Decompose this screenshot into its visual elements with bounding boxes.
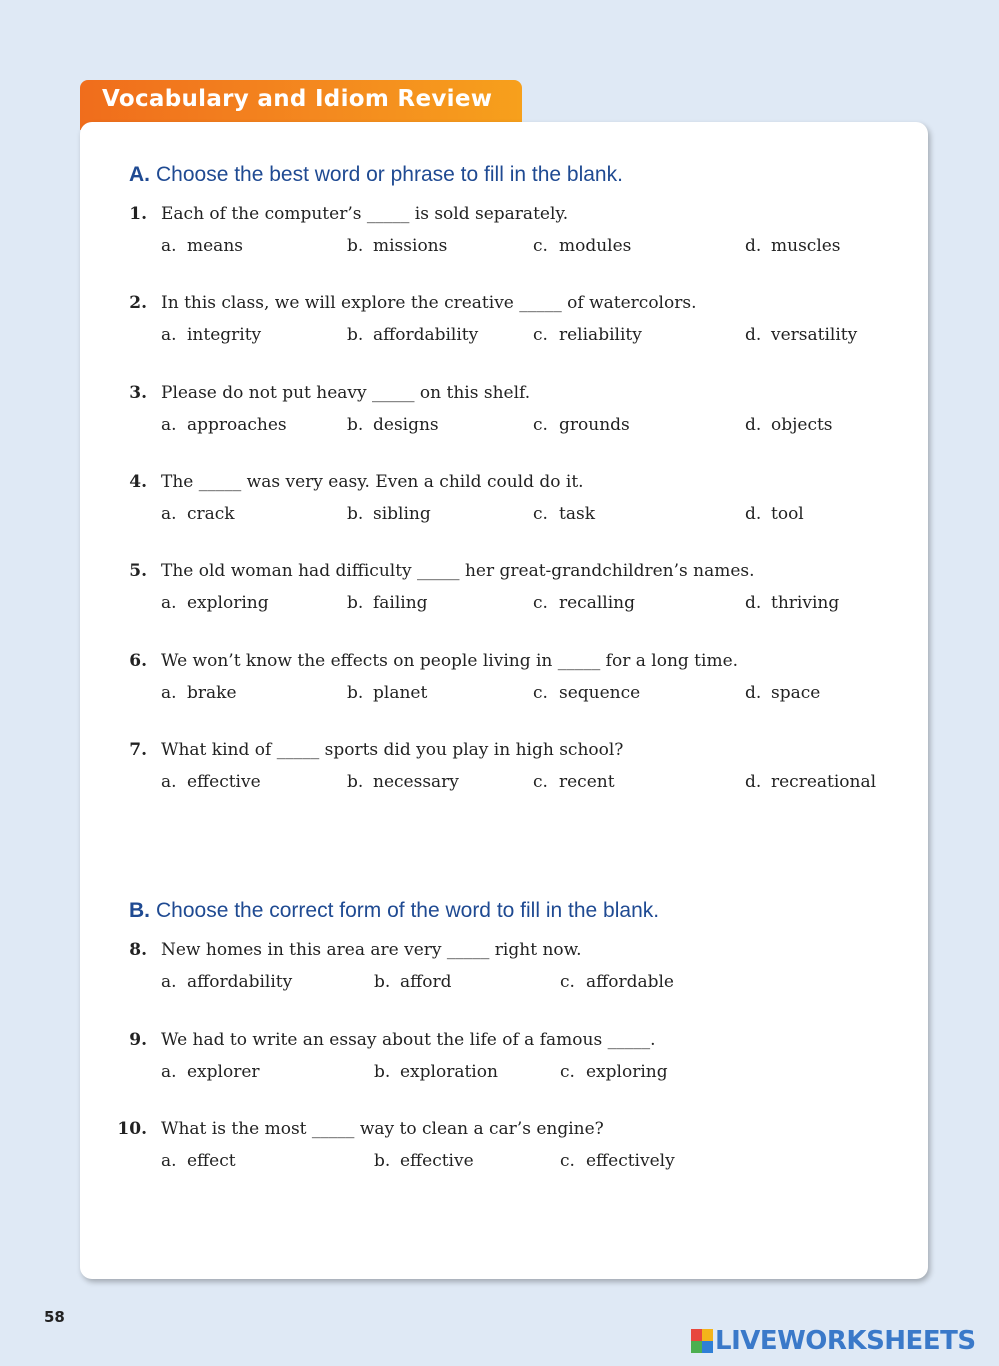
logo-square-red bbox=[691, 1329, 702, 1341]
option-text: planet bbox=[373, 682, 428, 703]
page-number: 58 bbox=[44, 1308, 65, 1326]
option-text: exploring bbox=[187, 593, 269, 614]
option-letter: b. bbox=[347, 236, 364, 256]
answer-option[interactable] bbox=[533, 325, 642, 345]
option-letter: b. bbox=[347, 771, 364, 792]
option-text: reliability bbox=[559, 325, 642, 346]
answer-option[interactable] bbox=[347, 683, 427, 703]
option-letter: c. bbox=[560, 1061, 575, 1082]
option-letter: c. bbox=[560, 972, 575, 992]
option-letter: d. bbox=[745, 414, 762, 435]
section-a-heading bbox=[129, 163, 623, 187]
question-number: 3. bbox=[129, 382, 147, 403]
option-text: thriving bbox=[771, 593, 840, 614]
option-letter: b. bbox=[374, 972, 391, 992]
option-letter: a. bbox=[161, 503, 177, 524]
option-letter: d. bbox=[745, 325, 762, 346]
question-text: In this class, we will explore the creative _____ of watercolors. bbox=[161, 293, 697, 314]
option-text: muscles bbox=[771, 236, 841, 256]
answer-option[interactable] bbox=[347, 325, 478, 345]
answer-option[interactable] bbox=[161, 972, 292, 992]
question-item bbox=[0, 740, 999, 810]
option-text: missions bbox=[373, 236, 448, 256]
answer-option[interactable] bbox=[347, 504, 431, 524]
answer-option[interactable] bbox=[374, 972, 451, 992]
option-letter: b. bbox=[347, 325, 364, 346]
option-text: integrity bbox=[187, 325, 262, 346]
answer-option[interactable] bbox=[533, 593, 635, 613]
answer-option[interactable] bbox=[347, 593, 428, 613]
answer-option[interactable] bbox=[347, 772, 459, 792]
question-number: 1. bbox=[129, 204, 147, 224]
option-text: sibling bbox=[373, 503, 431, 524]
option-letter: a. bbox=[161, 1151, 177, 1171]
answer-option[interactable] bbox=[161, 593, 269, 613]
option-text: objects bbox=[771, 414, 833, 435]
answer-option[interactable] bbox=[745, 504, 804, 524]
answer-option[interactable] bbox=[745, 325, 857, 345]
question-text: We had to write an essay about the life of a famous _____. bbox=[161, 1029, 656, 1050]
logo-square-green bbox=[691, 1341, 702, 1353]
option-letter: a. bbox=[161, 771, 177, 792]
option-text: afford bbox=[400, 972, 452, 992]
option-letter: d. bbox=[745, 682, 762, 703]
option-text: exploration bbox=[400, 1061, 498, 1082]
option-text: sequence bbox=[559, 682, 641, 703]
answer-option[interactable] bbox=[745, 772, 876, 792]
question-number: 5. bbox=[129, 561, 147, 582]
question-number: 6. bbox=[129, 650, 147, 671]
logo-square-yellow bbox=[702, 1329, 713, 1341]
option-letter: c. bbox=[533, 414, 548, 435]
answer-option[interactable] bbox=[533, 683, 640, 703]
question-text: We won’t know the effects on people living in _____ for a long time. bbox=[161, 650, 739, 671]
question-text: Each of the computer’s _____ is sold separately. bbox=[161, 204, 569, 224]
question-item bbox=[0, 472, 999, 542]
option-text: exploring bbox=[586, 1061, 668, 1082]
option-text: grounds bbox=[559, 414, 630, 435]
option-text: explorer bbox=[187, 1061, 260, 1082]
option-text: effect bbox=[187, 1151, 236, 1171]
option-letter: b. bbox=[347, 414, 364, 435]
option-text: effectively bbox=[586, 1151, 675, 1171]
page-title: Vocabulary and Idiom Review bbox=[102, 86, 493, 112]
question-item bbox=[0, 383, 999, 453]
answer-option[interactable] bbox=[560, 1151, 675, 1171]
liveworksheets-wordmark: LIVEWORKSHEETS bbox=[715, 1326, 976, 1356]
option-text: necessary bbox=[373, 771, 459, 792]
answer-option[interactable] bbox=[533, 772, 615, 792]
question-item bbox=[0, 940, 999, 1010]
answer-option[interactable] bbox=[161, 683, 237, 703]
question-number: 8. bbox=[129, 940, 147, 960]
option-text: brake bbox=[187, 682, 237, 703]
answer-option[interactable] bbox=[533, 504, 595, 524]
section-b-instruction: Choose the correct form of the word to fill in the blank. bbox=[156, 899, 660, 922]
answer-option[interactable] bbox=[161, 772, 261, 792]
answer-option[interactable] bbox=[533, 236, 631, 256]
question-number: 2. bbox=[129, 293, 147, 314]
liveworksheets-grid-icon bbox=[691, 1329, 713, 1353]
option-letter: a. bbox=[161, 593, 177, 614]
option-text: affordability bbox=[373, 325, 479, 346]
option-letter: d. bbox=[745, 593, 762, 614]
option-text: effective bbox=[187, 771, 261, 792]
answer-option[interactable] bbox=[347, 236, 447, 256]
option-letter: a. bbox=[161, 1061, 177, 1082]
question-text: What is the most _____ way to clean a car’s engine? bbox=[161, 1119, 604, 1139]
option-text: failing bbox=[373, 593, 428, 614]
option-letter: d. bbox=[745, 503, 762, 524]
answer-option[interactable] bbox=[161, 1062, 260, 1082]
question-text: The _____ was very easy. Even a child could do it. bbox=[161, 471, 584, 492]
question-item bbox=[0, 1030, 999, 1100]
question-text: The old woman had difficulty _____ her great-grandchildren’s names. bbox=[161, 561, 755, 582]
option-letter: d. bbox=[745, 771, 762, 792]
question-text: New homes in this area are very _____ right now. bbox=[161, 940, 582, 960]
option-letter: a. bbox=[161, 325, 177, 346]
option-text: effective bbox=[400, 1151, 474, 1171]
option-text: versatility bbox=[771, 325, 858, 346]
answer-option[interactable] bbox=[745, 415, 833, 435]
option-letter: b. bbox=[347, 503, 364, 524]
option-letter: b. bbox=[374, 1151, 391, 1171]
answer-option[interactable] bbox=[161, 504, 235, 524]
section-a-instruction: Choose the best word or phrase to fill in the blank. bbox=[156, 163, 623, 186]
question-number: 9. bbox=[129, 1029, 147, 1050]
answer-option[interactable] bbox=[745, 236, 841, 256]
option-letter: c. bbox=[533, 682, 548, 703]
option-text: tool bbox=[771, 503, 804, 524]
question-number: 4. bbox=[129, 471, 147, 492]
question-text: Please do not put heavy _____ on this shelf. bbox=[161, 382, 531, 403]
answer-option[interactable] bbox=[374, 1151, 474, 1171]
option-text: approaches bbox=[187, 414, 287, 435]
option-letter: b. bbox=[347, 593, 364, 614]
question-item bbox=[0, 1119, 999, 1189]
option-letter: c. bbox=[533, 325, 548, 346]
option-text: task bbox=[559, 503, 595, 524]
question-item bbox=[0, 651, 999, 721]
answer-option[interactable] bbox=[161, 415, 287, 435]
question-number: 10. bbox=[117, 1119, 147, 1139]
question-text: What kind of _____ sports did you play in high school? bbox=[161, 739, 624, 760]
answer-option[interactable] bbox=[374, 1062, 498, 1082]
option-letter: c. bbox=[533, 236, 548, 256]
section-b-letter: B. bbox=[129, 899, 150, 922]
option-text: modules bbox=[559, 236, 632, 256]
answer-option[interactable] bbox=[161, 236, 243, 256]
option-letter: c. bbox=[533, 503, 548, 524]
question-item bbox=[0, 204, 999, 274]
option-text: means bbox=[187, 236, 243, 256]
section-b-heading bbox=[129, 899, 659, 923]
option-text: affordability bbox=[187, 972, 293, 992]
option-letter: b. bbox=[347, 682, 364, 703]
answer-option[interactable] bbox=[560, 972, 674, 992]
option-letter: a. bbox=[161, 236, 177, 256]
question-item bbox=[0, 293, 999, 363]
option-letter: a. bbox=[161, 682, 177, 703]
option-letter: a. bbox=[161, 972, 177, 992]
section-a-letter: A. bbox=[129, 163, 150, 186]
option-text: designs bbox=[373, 414, 439, 435]
answer-option[interactable] bbox=[161, 1151, 236, 1171]
answer-option[interactable] bbox=[745, 683, 820, 703]
option-letter: a. bbox=[161, 414, 177, 435]
option-text: space bbox=[771, 682, 821, 703]
option-letter: c. bbox=[533, 771, 548, 792]
logo-square-blue bbox=[702, 1341, 713, 1353]
option-text: affordable bbox=[586, 972, 674, 992]
option-text: recent bbox=[559, 771, 615, 792]
option-letter: c. bbox=[533, 593, 548, 614]
option-text: recreational bbox=[771, 771, 877, 792]
answer-option[interactable] bbox=[560, 1062, 668, 1082]
option-letter: d. bbox=[745, 236, 762, 256]
answer-option[interactable] bbox=[161, 325, 261, 345]
option-text: recalling bbox=[559, 593, 635, 614]
answer-option[interactable] bbox=[533, 415, 630, 435]
option-letter: b. bbox=[374, 1061, 391, 1082]
option-letter: c. bbox=[560, 1151, 575, 1171]
answer-option[interactable] bbox=[347, 415, 439, 435]
question-number: 7. bbox=[129, 739, 147, 760]
question-item bbox=[0, 561, 999, 631]
option-text: crack bbox=[187, 503, 235, 524]
answer-option[interactable] bbox=[745, 593, 839, 613]
